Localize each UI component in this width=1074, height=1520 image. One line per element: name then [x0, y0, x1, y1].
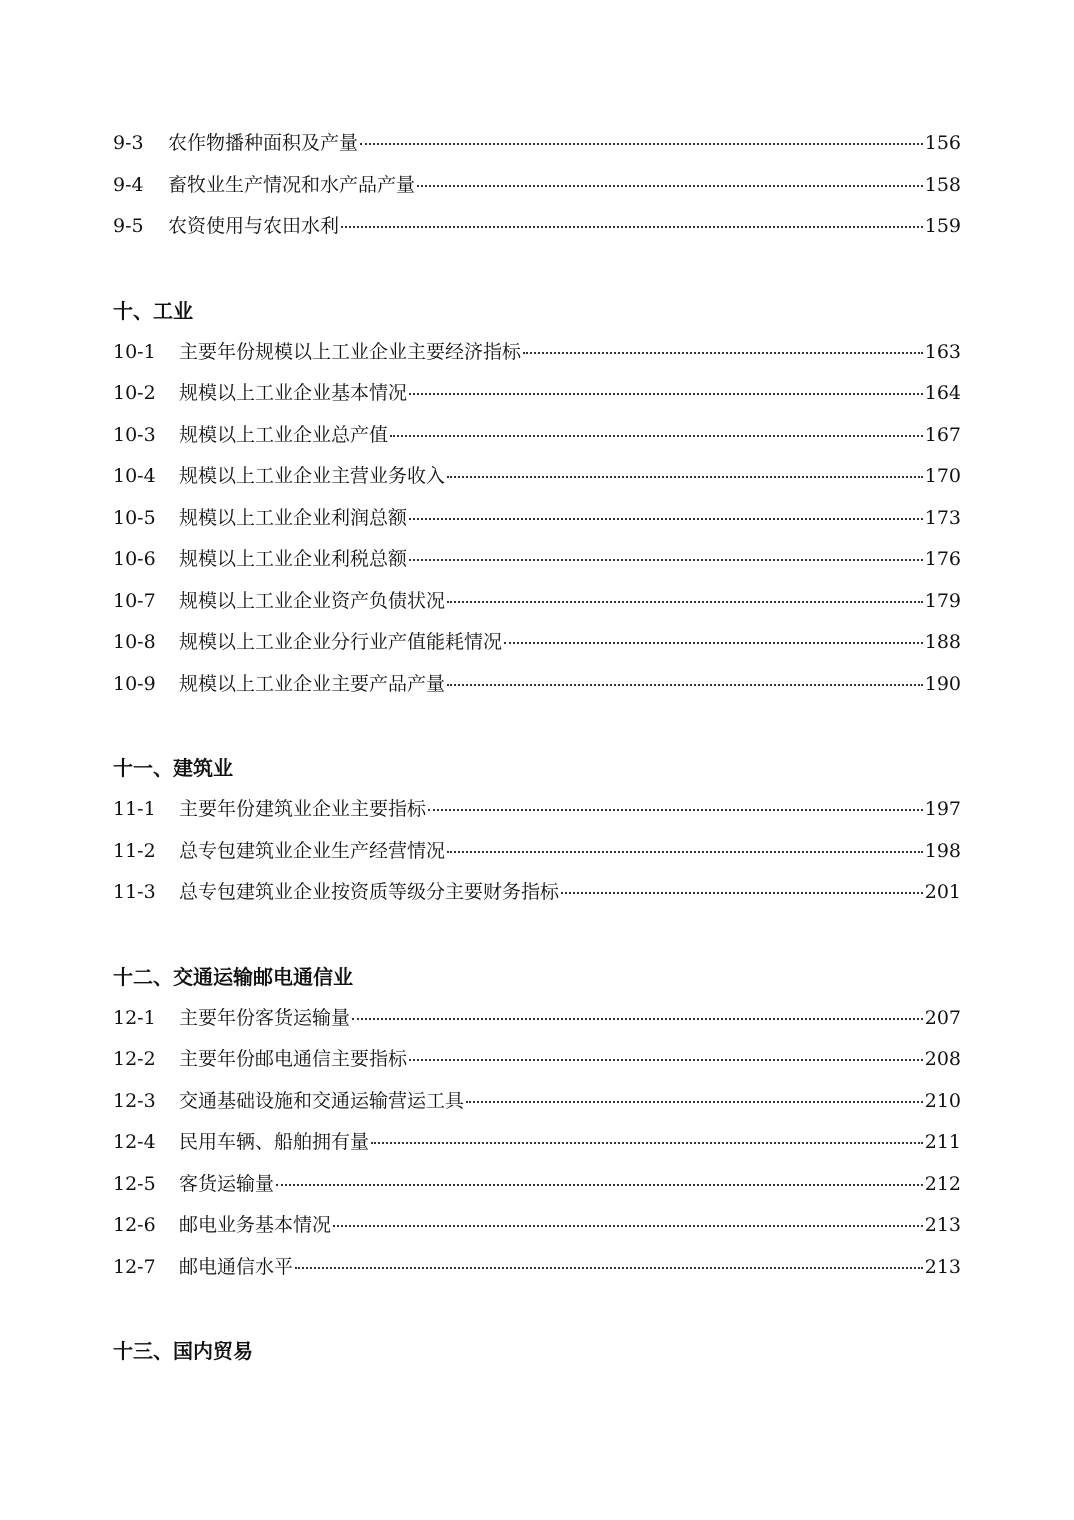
entry-code: 10-6: [113, 548, 156, 570]
toc-entry[interactable]: [113, 211, 961, 253]
dot-leader: [352, 1018, 923, 1020]
dot-leader: [333, 1225, 923, 1227]
entry-title: 邮电通信水平: [179, 1255, 294, 1278]
section-heading: 十二、交通运输邮电通信业: [113, 964, 353, 989]
entry-page-number: 164: [924, 382, 961, 404]
entry-page-number: 212: [924, 1172, 961, 1195]
dot-leader: [523, 352, 923, 354]
entry-title: 规模以上工业企业分行业产值能耗情况: [179, 631, 503, 653]
entry-page-number: 156: [924, 132, 961, 154]
toc-entry[interactable]: [113, 378, 961, 420]
entry-title: 农作物播种面积及产量: [168, 132, 359, 154]
toc-entry[interactable]: [113, 794, 961, 836]
entry-title: 主要年份规模以上工业企业主要经济指标: [179, 340, 522, 363]
toc-entry[interactable]: [113, 586, 961, 628]
entry-page-number: 170: [924, 465, 961, 487]
entry-code: 11-2: [113, 839, 156, 862]
toc-entry[interactable]: [113, 128, 961, 170]
entry-code: 12-6: [113, 1214, 156, 1236]
toc-entry[interactable]: [113, 1210, 961, 1252]
entry-title: 民用车辆、船舶拥有量: [179, 1131, 370, 1153]
entry-page-number: 207: [924, 1006, 961, 1029]
entry-code: 10-7: [113, 589, 156, 612]
dot-leader: [360, 143, 923, 145]
toc-entry[interactable]: [113, 1086, 961, 1128]
section-spacer: [113, 710, 961, 752]
dot-leader: [295, 1267, 923, 1269]
dot-leader: [409, 518, 923, 520]
section-heading: 十、工业: [113, 298, 193, 323]
entry-page-number: 159: [924, 215, 961, 237]
dot-leader: [447, 684, 923, 686]
entry-page-number: 197: [924, 798, 961, 820]
entry-page-number: 179: [924, 589, 961, 612]
entry-code: 12-3: [113, 1089, 156, 1112]
entry-code: 12-5: [113, 1172, 156, 1195]
entry-page-number: 213: [924, 1255, 961, 1278]
entry-title: 总专包建筑业企业生产经营情况: [179, 839, 446, 862]
section-heading: 十三、国内贸易: [113, 1339, 253, 1363]
entry-code: 12-7: [113, 1255, 156, 1278]
toc-entry[interactable]: [113, 544, 961, 586]
section-heading: 十一、建筑业: [113, 756, 233, 780]
entry-page-number: 213: [924, 1214, 961, 1236]
dot-leader: [371, 1142, 923, 1144]
dot-leader: [466, 1101, 923, 1103]
entry-page-number: 163: [924, 340, 961, 363]
entry-code: 9-4: [113, 173, 144, 196]
toc-entry[interactable]: [113, 836, 961, 878]
table-of-contents: [113, 128, 961, 1377]
entry-code: 10-1: [113, 340, 156, 363]
dot-leader: [409, 559, 923, 561]
entry-title: 客货运输量: [179, 1172, 275, 1195]
section-spacer: [113, 919, 961, 961]
dot-leader: [504, 642, 923, 644]
section-spacer: [113, 1293, 961, 1335]
dot-leader: [447, 476, 923, 478]
entry-page-number: 173: [924, 506, 961, 529]
entry-title: 邮电业务基本情况: [179, 1214, 332, 1236]
dot-leader: [409, 393, 923, 395]
entry-code: 11-3: [113, 881, 156, 903]
entry-title: 规模以上工业企业总产值: [179, 423, 389, 446]
entry-title: 规模以上工业企业主营业务收入: [179, 465, 446, 487]
entry-page-number: 210: [924, 1089, 961, 1112]
entry-title: 主要年份建筑业企业主要指标: [179, 798, 427, 820]
entry-title: 主要年份客货运输量: [179, 1006, 351, 1029]
entry-title: 畜牧业生产情况和水产品产量: [168, 173, 416, 196]
dot-leader: [561, 892, 923, 894]
entry-title: 规模以上工业企业利润总额: [179, 506, 408, 529]
toc-entry[interactable]: [113, 1252, 961, 1294]
dot-leader: [341, 226, 923, 228]
entry-code: 11-1: [113, 798, 156, 820]
dot-leader: [428, 809, 923, 811]
toc-entry[interactable]: [113, 669, 961, 711]
entry-title: 总专包建筑业企业按资质等级分主要财务指标: [179, 881, 560, 903]
toc-entry[interactable]: [113, 1169, 961, 1211]
dot-leader: [276, 1184, 923, 1186]
toc-entry[interactable]: [113, 503, 961, 545]
entry-page-number: 190: [924, 672, 961, 695]
toc-entry[interactable]: [113, 1044, 961, 1086]
entry-code: 12-1: [113, 1006, 156, 1029]
entry-title: 规模以上工业企业基本情况: [179, 382, 408, 404]
entry-code: 10-2: [113, 382, 156, 404]
entry-page-number: 208: [924, 1048, 961, 1070]
entry-page-number: 201: [924, 881, 961, 903]
entry-title: 农资使用与农田水利: [168, 215, 340, 237]
toc-entry[interactable]: [113, 170, 961, 212]
toc-entry[interactable]: [113, 627, 961, 669]
entry-code: 9-3: [113, 132, 144, 154]
entry-page-number: 211: [924, 1131, 961, 1153]
entry-title: 交通基础设施和交通运输营运工具: [179, 1089, 465, 1112]
toc-entry[interactable]: [113, 1127, 961, 1169]
entry-page-number: 176: [924, 548, 961, 570]
toc-entry[interactable]: [113, 877, 961, 919]
entry-code: 12-2: [113, 1048, 156, 1070]
dot-leader: [409, 1059, 923, 1061]
entry-code: 10-9: [113, 672, 156, 695]
dot-leader: [447, 851, 923, 853]
dot-leader: [417, 185, 923, 187]
entry-code: 10-5: [113, 506, 156, 529]
entry-title: 规模以上工业企业利税总额: [179, 548, 408, 570]
entry-title: 主要年份邮电通信主要指标: [179, 1048, 408, 1070]
section-spacer: [113, 253, 961, 295]
toc-entry[interactable]: [113, 1003, 961, 1045]
entry-page-number: 188: [924, 631, 961, 653]
entry-code: 10-8: [113, 631, 156, 653]
toc-entry[interactable]: [113, 461, 961, 503]
entry-code: 10-3: [113, 423, 156, 446]
toc-entry[interactable]: [113, 337, 961, 379]
entry-code: 10-4: [113, 465, 156, 487]
toc-entry[interactable]: [113, 420, 961, 462]
entry-code: 9-5: [113, 215, 144, 237]
entry-page-number: 198: [924, 839, 961, 862]
entry-title: 规模以上工业企业资产负债状况: [179, 589, 446, 612]
entry-page-number: 167: [924, 423, 961, 446]
entry-page-number: 158: [924, 173, 961, 196]
dot-leader: [447, 601, 923, 603]
dot-leader: [390, 435, 923, 437]
entry-title: 规模以上工业企业主要产品产量: [179, 672, 446, 695]
entry-code: 12-4: [113, 1131, 156, 1153]
